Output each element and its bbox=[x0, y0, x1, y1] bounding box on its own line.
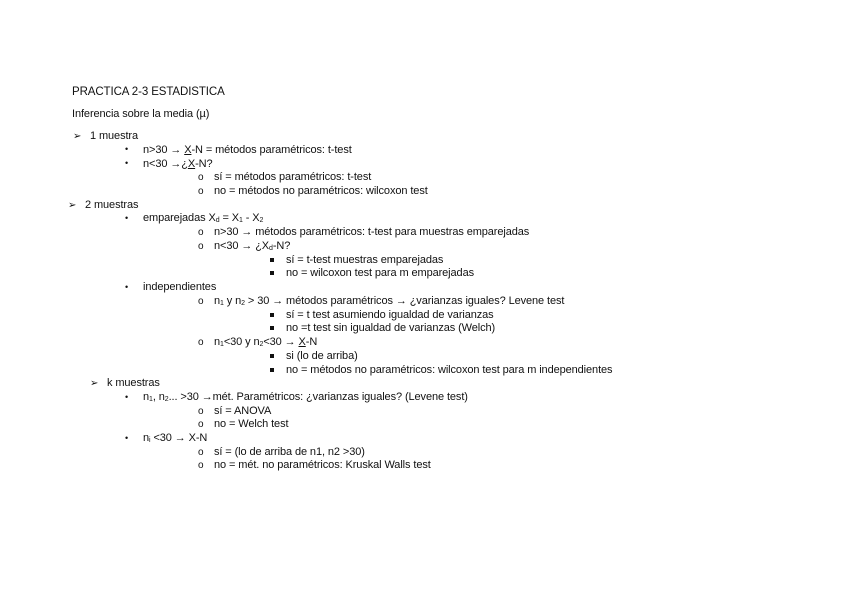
k-samples-lt30-no: no = mét. no paramétricos: Kruskal Walls test bbox=[214, 459, 431, 471]
arrowhead-bullet-icon: ➢ bbox=[90, 378, 99, 389]
k-samples-gt30-yes: sí = ANOVA bbox=[214, 405, 272, 417]
k-samples-gt30-no: no = Welch test bbox=[214, 418, 289, 430]
bullet-dot-icon: • bbox=[125, 213, 129, 223]
one-sample-gt30: n>30 → X-N = métodos paramétricos: t-test bbox=[143, 144, 352, 156]
paired-lt30: $n<30 \to ¿X_d-N$? bbox=[214, 240, 291, 252]
circle-bullet-icon: o bbox=[198, 241, 204, 252]
one-sample-lt30: n<30 →¿X-N? bbox=[143, 158, 213, 170]
independent-gt30-yes: sí = t test asumiendo igualdad de varianzas bbox=[286, 309, 494, 321]
circle-bullet-icon: o bbox=[198, 406, 204, 417]
circle-bullet-icon: o bbox=[198, 296, 204, 307]
circle-bullet-icon: o bbox=[198, 337, 204, 348]
square-bullet-icon bbox=[270, 368, 274, 372]
section-heading-k-samples: k muestras bbox=[107, 377, 160, 389]
circle-bullet-icon: o bbox=[198, 447, 204, 458]
bullet-dot-icon: • bbox=[125, 158, 129, 168]
paired-gt30: n>30 → métodos paramétricos: t-test para muestras emparejadas bbox=[214, 226, 530, 238]
section-heading-two-samples: 2 muestras bbox=[85, 199, 139, 211]
independent-gt30: $n_1$ y $n_2 > 30$ → métodos paramétricos → ¿varianzas iguales? Levene test bbox=[214, 295, 565, 307]
one-sample-no: no = métodos no paramétricos: wilcoxon test bbox=[214, 185, 428, 197]
arrowhead-bullet-icon: ➢ bbox=[73, 131, 82, 142]
paired-no: no = wilcoxon test para m emparejadas bbox=[286, 267, 474, 279]
square-bullet-icon bbox=[270, 271, 274, 275]
document-subtitle: Inferencia sobre la media (µ) bbox=[72, 108, 210, 120]
arrowhead-bullet-icon: ➢ bbox=[68, 200, 77, 211]
square-bullet-icon bbox=[270, 326, 274, 330]
square-bullet-icon bbox=[270, 354, 274, 358]
independent-lt30: $n_1<30$ y $n_2<30 \to X-N$ bbox=[214, 336, 318, 348]
square-bullet-icon bbox=[270, 313, 274, 317]
circle-bullet-icon: o bbox=[198, 186, 204, 197]
k-samples-gt30: $n_1$, $n_2$... >30 →mét. Paramétricos: ¿varianzas iguales? (Levene test) bbox=[143, 391, 468, 403]
bullet-dot-icon: • bbox=[125, 392, 129, 402]
square-bullet-icon bbox=[270, 258, 274, 262]
one-sample-yes: sí = métodos paramétricos: t-test bbox=[214, 171, 372, 183]
k-samples-lt30: $n_i <30 \to X-N$ bbox=[143, 432, 208, 444]
circle-bullet-icon: o bbox=[198, 227, 204, 238]
bullet-dot-icon: • bbox=[125, 144, 129, 154]
independent-gt30-no: no =t test sin igualdad de varianzas (Welch) bbox=[286, 322, 496, 334]
bullet-dot-icon: • bbox=[125, 433, 129, 443]
document-title: PRACTICA 2-3 ESTADISTICA bbox=[72, 86, 225, 98]
independent-lt30-yes: si (lo de arriba) bbox=[286, 350, 358, 362]
bullet-dot-icon: • bbox=[125, 282, 129, 292]
circle-bullet-icon: o bbox=[198, 172, 204, 183]
paired-yes: sí = t-test muestras emparejadas bbox=[286, 254, 444, 266]
section-heading-one-sample: 1 muestra bbox=[90, 130, 139, 142]
k-samples-lt30-yes: sí = (lo de arriba de n1, n2 >30) bbox=[214, 446, 365, 458]
circle-bullet-icon: o bbox=[198, 460, 204, 471]
circle-bullet-icon: o bbox=[198, 419, 204, 430]
independent-lt30-no: no = métodos no paramétricos: wilcoxon test para m independientes bbox=[286, 364, 613, 376]
paired-label: emparejadas $X_d = X_1 - X_2$ bbox=[143, 212, 264, 224]
independent-label: independientes bbox=[143, 281, 217, 293]
